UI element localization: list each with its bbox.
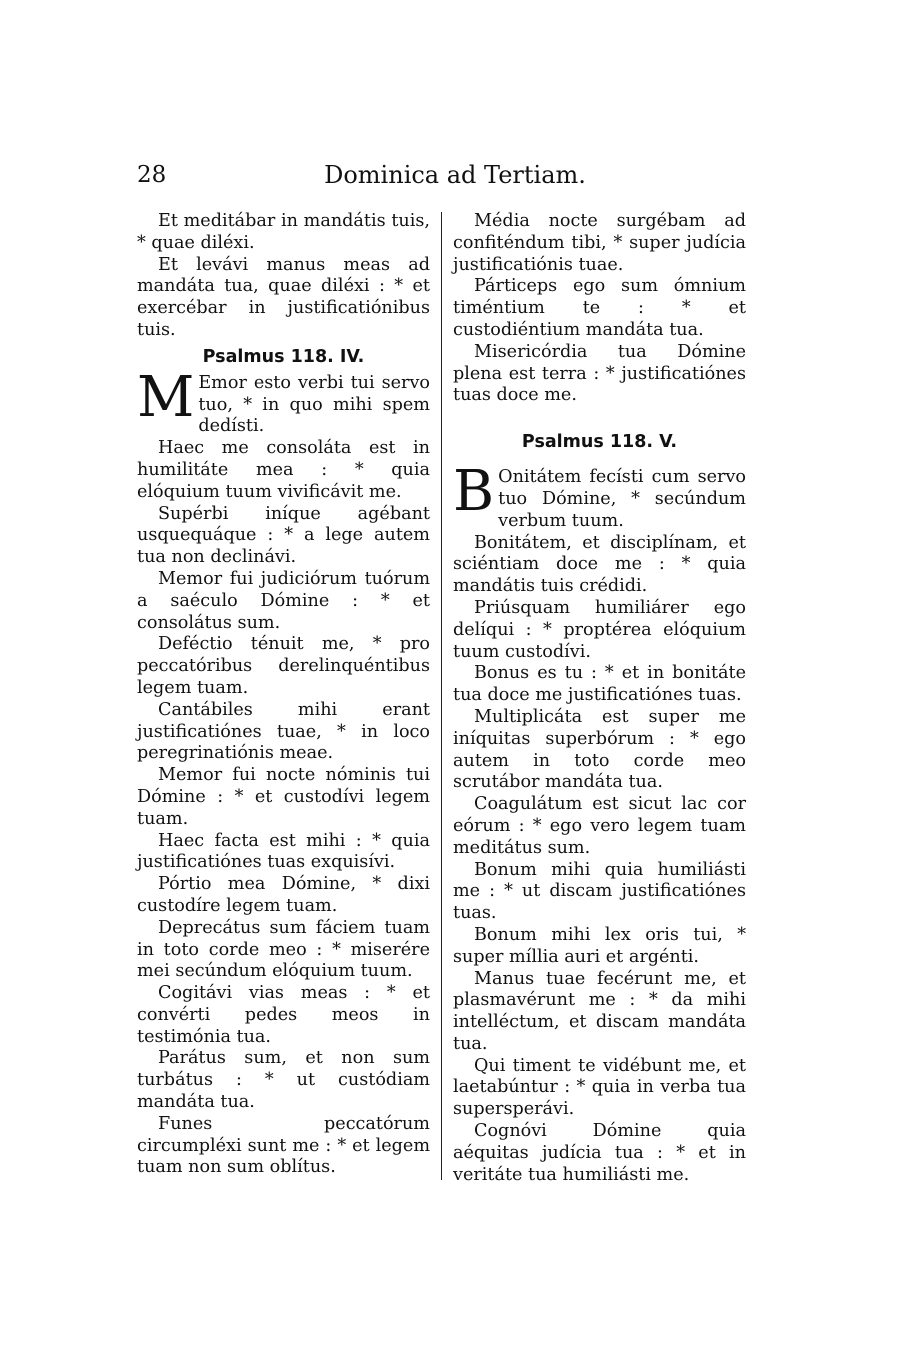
first-verse-text: Onitátem fecísti cum servo tuo Dómine, * secúndum verbum tuum. bbox=[498, 467, 746, 531]
verse: Média nocte surgébam ad confiténdum tibi, * super judícia justificatiónis tuae. bbox=[453, 211, 746, 275]
verse: Haec facta est mihi : * quia justificatiónes tuas exquisívi. bbox=[137, 830, 430, 873]
verse: Bonitátem, et disciplínam, et sciéntiam doce me : * quia mandátis tuis crédidi. bbox=[453, 532, 746, 597]
psalm-heading: Psalmus 118. V. bbox=[521, 432, 678, 453]
verse: Priúsquam humiliárer ego delíqui : * proptérea elóquium tuum custodívi. bbox=[453, 597, 746, 662]
verse: Coagulátum est sicut lac cor eórum : * ego vero legem tuam meditátus sum. bbox=[453, 794, 746, 858]
psalm-first-verse bbox=[137, 364, 430, 438]
verse: Misericórdia tua Dómine plena est terra : * justificatiónes tuas doce me. bbox=[453, 341, 746, 406]
verse: Deprecátus sum fáciem tuam in toto corde meo : * miserére mei secúndum elóquium tuum. bbox=[137, 917, 430, 982]
verse: Supérbi iníque agébant usquequáque : * a lege autem tua non declinávi. bbox=[137, 503, 430, 568]
verse: Et levávi manus meas ad mandáta tua, quae diléxi : * et exercébar in justificatiónibus tuis. bbox=[137, 254, 430, 340]
verse: Párticeps ego sum ómnium timéntium te : * et custodiéntium mandáta tua. bbox=[453, 276, 746, 340]
verse: Pórtio mea Dómine, * dixi custodíre legem tuam. bbox=[137, 874, 430, 916]
verse: Memor fui judiciórum tuórum a saéculo Dómine : * et consolátus sum. bbox=[137, 568, 430, 633]
verse: Multiplicáta est super me iníquitas superbórum : * ego autem in toto corde meo scrutábor mandáta tua. bbox=[453, 706, 746, 793]
first-verse-text: Emor esto verbi tui servo tuo, * in quo mihi spem dedísti. bbox=[198, 372, 430, 437]
page-title: Dominica ad Tertiam. bbox=[324, 161, 586, 189]
verse: Deféctio ténuit me, * pro peccatóribus derelinquéntibus legem tuam. bbox=[137, 634, 430, 698]
verse: Cogitávi vias meas : * et convérti pedes meos in testimónia tua. bbox=[137, 983, 430, 1047]
verse: Cantábiles mihi erant justificatiónes tuae, * in loco peregrinatiónis meae. bbox=[137, 699, 430, 764]
drop-cap: B bbox=[453, 459, 495, 525]
verse: Manus tuae fecérunt me, et plasmavérunt me : * da mihi intelléctum, et discam mandáta tua. bbox=[453, 968, 746, 1054]
verse: Funes peccatórum circumpléxi sunt me : * et legem tuam non sum oblítus. bbox=[137, 1113, 430, 1178]
psalm-heading: Psalmus 118. IV. bbox=[202, 346, 365, 367]
verse: Qui timent te vidébunt me, et laetabúntur : * quia in verba tua supersperávi. bbox=[453, 1055, 746, 1120]
verse: Parátus sum, et non sum turbátus : * ut custódiam mandáta tua. bbox=[137, 1048, 430, 1113]
verse: Memor fui nocte nóminis tui Dómine : * et custodívi legem tuam. bbox=[137, 765, 430, 829]
verse: Bonus es tu : * et in bonitáte tua doce me justificatiónes tuas. bbox=[453, 663, 746, 706]
left-column bbox=[137, 211, 430, 1179]
page-header bbox=[137, 158, 753, 198]
verse: Haec me consoláta est in humilitáte mea : * quia elóquium tuum vivificávit me. bbox=[137, 438, 430, 502]
verse: Bonum mihi quia humiliásti me : * ut discam justificatiónes tuas. bbox=[453, 859, 746, 924]
psalm-first-verse bbox=[453, 459, 746, 532]
page-number: 28 bbox=[137, 162, 167, 188]
verse: Et meditábar in mandátis tuis, * quae diléxi. bbox=[137, 211, 430, 253]
column-divider bbox=[441, 212, 442, 1180]
verse: Cognóvi Dómine quia aéquitas judícia tua : * et in veritáte tua humiliásti me. bbox=[453, 1121, 746, 1185]
right-column bbox=[453, 211, 746, 1186]
verse: Bonum mihi lex oris tui, * super míllia auri et argénti. bbox=[453, 924, 746, 967]
drop-cap: M bbox=[137, 364, 195, 430]
